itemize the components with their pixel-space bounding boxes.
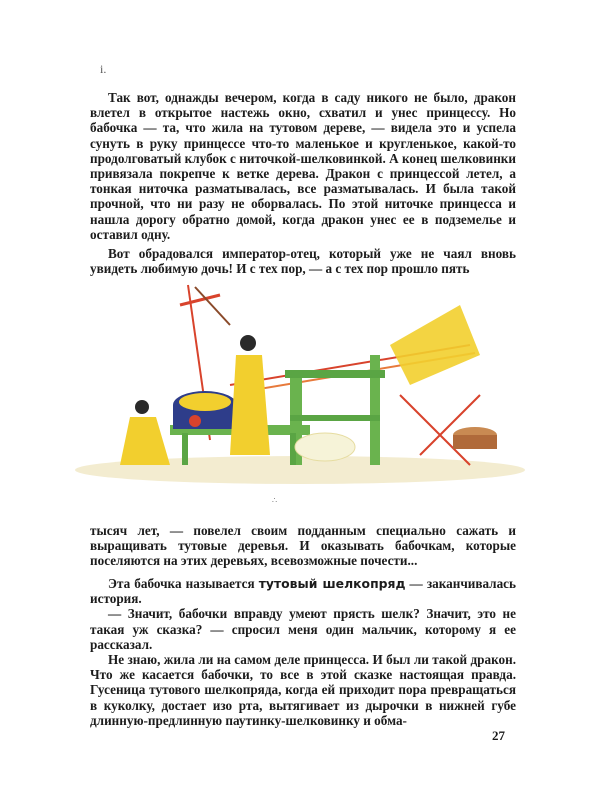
- seated-figure: [120, 417, 170, 465]
- text-block-bottom: [90, 576, 516, 728]
- paragraph: Так вот, однажды вечером, когда в саду никого не было, дракон влетел в открытое настежь окно, схватил и унес принцессу. Но бабочка — та, что жила на тутовом дереве, — видела это и успела сунуть в руку принцессе что-то маленькое и кругленькое, какой-то продолговатый клубок с ниточкой-шелковинкой. А конец шелковинки привязала покрепче к ветке дерева. Дракон с принцессой летел, а тонкая ниточка разматывалась, все разматывалась. И была такой прочной, что ни разу не оборвалась. По этой ниточке принцесса и нашла дорогу обратно домой, когда дракон унес ее в подземелье и оставил одну.: [90, 90, 516, 242]
- page-number: 27: [492, 728, 505, 743]
- paragraph: тысяч лет, — повелел своим подданным специально сажать и выращивать тутовые деревья. И оказывать бабочкам, которые поселяются на этих деревьях, всевозможные почести...: [90, 523, 516, 569]
- paragraph: [90, 576, 516, 606]
- figure-head: [240, 335, 256, 351]
- bold-term: тутовый шелкопряд: [258, 576, 406, 591]
- paragraph: Вот обрадовался император-отец, который уже не чаял вновь увидеть любимую дочь! И с тех пор, — а с тех пор прошло пять: [90, 246, 516, 277]
- paragraph: — Значит, бабочки вправду умеют прясть шелк? Значит, это не такая уж сказка? — спросил меня один мальчик, которому я ее рассказал.: [90, 606, 516, 652]
- standing-figure: [230, 355, 270, 455]
- basket-body: [453, 435, 497, 449]
- illustration-mark: ∴: [272, 496, 278, 505]
- paragraph: Не знаю, жила ли на самом деле принцесса. И был ли такой дракон. Что же касается бабочки, то все в этой сказке настоящая правда. Гусеница тутового шелкопряда, когда ей приходит пора превращаться в куколку, достает изо рта, вытягивает из дырочки в нижней губе длинную-предлинную паутинку-шелковинку и обма-: [90, 652, 516, 728]
- text-block-top: [90, 90, 516, 276]
- corner-mark: і.: [100, 62, 107, 76]
- reel: [390, 305, 480, 385]
- figure-head: [135, 400, 149, 414]
- post: [195, 287, 230, 325]
- frame-beam: [290, 415, 380, 421]
- cocoons: [179, 393, 231, 411]
- text-block-middle: [90, 523, 516, 569]
- frame-beam: [285, 370, 385, 378]
- thread-line: [180, 295, 220, 305]
- silk-reeling-illustration: [70, 265, 530, 495]
- cocoon-pile: [295, 433, 355, 461]
- fire: [189, 415, 201, 427]
- bench-leg: [182, 433, 188, 465]
- paragraph-text: Эта бабочка называется: [108, 576, 259, 591]
- paragraph-text: — заканчивалась история.: [90, 576, 517, 607]
